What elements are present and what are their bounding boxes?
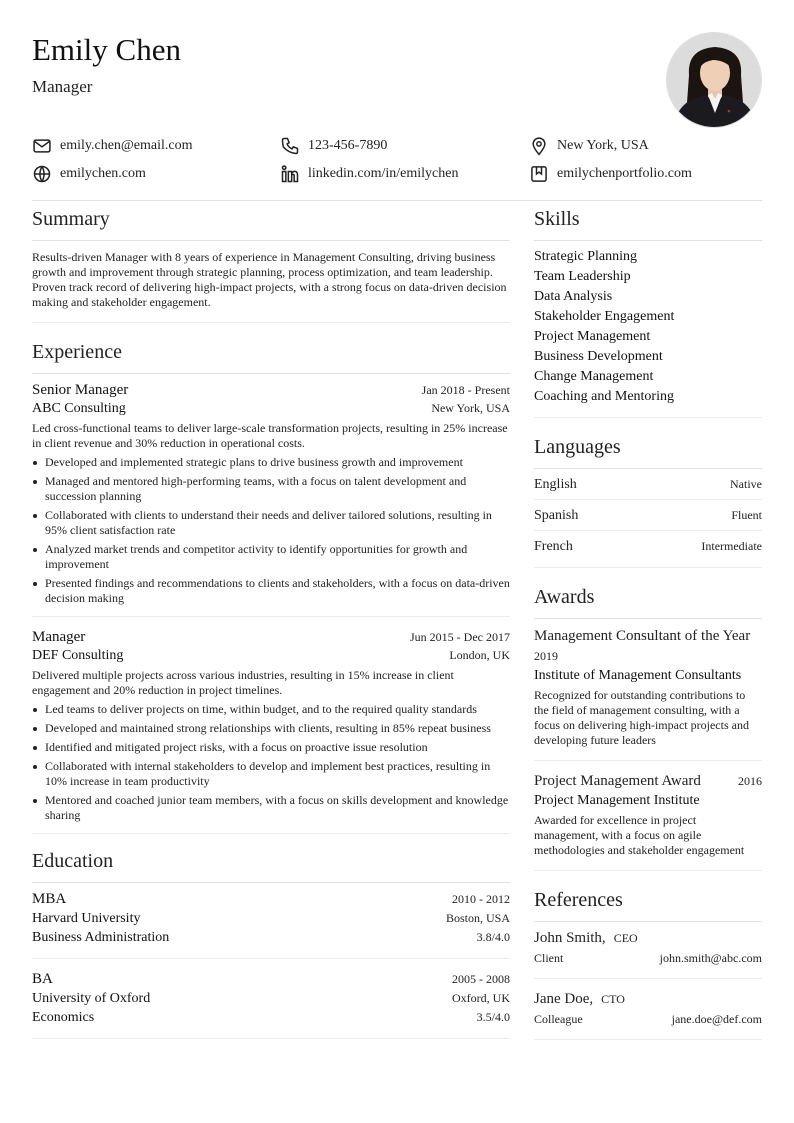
experience-heading: Experience bbox=[32, 341, 510, 374]
skills-heading: Skills bbox=[534, 208, 762, 241]
job-bullet: Managed and mentored high-performing teams, with a focus on talent development and succession planning bbox=[32, 474, 510, 504]
award-year: 2016 bbox=[738, 774, 762, 788]
field-of-study: Economics bbox=[32, 1010, 95, 1025]
job-bullet: Collaborated with clients to understand their needs and deliver tailored solutions, resulting in 95% client satisfaction rate bbox=[32, 508, 510, 538]
education-entry bbox=[32, 959, 510, 1039]
reference-relation: Client bbox=[534, 951, 564, 965]
job-bullet: Collaborated with internal stakeholders to develop and implement best practices, resulting in 10% increase in team productivity bbox=[32, 759, 510, 789]
skill-item: Strategic Planning bbox=[534, 249, 638, 264]
job-bullet: Developed and implemented strategic plans to drive business growth and improvement bbox=[32, 455, 510, 470]
resume-page bbox=[32, 0, 762, 1123]
job-title: Senior Manager bbox=[32, 382, 129, 398]
skill-item: Project Management bbox=[534, 329, 651, 344]
bookmark-icon bbox=[529, 164, 549, 184]
award-description: Recognized for outstanding contributions to the field of management consulting, with a focus on delivering high-impact projects and developing future leaders bbox=[534, 688, 749, 747]
skill-item: Stakeholder Engagement bbox=[534, 309, 675, 324]
skills-list bbox=[534, 247, 762, 407]
language-row bbox=[534, 469, 762, 500]
award-organization: Project Management Institute bbox=[534, 793, 700, 808]
linkedin-text: linkedin.com/in/emilychen bbox=[308, 166, 459, 181]
phone-icon bbox=[280, 136, 300, 156]
language-row bbox=[534, 531, 762, 568]
education-entry bbox=[32, 883, 510, 959]
award-entry bbox=[534, 619, 762, 761]
candidate-name: Emily Chen bbox=[32, 32, 181, 67]
job-bullet: Developed and maintained strong relationships with clients, resulting in 85% repeat business bbox=[32, 721, 510, 736]
job-bullets bbox=[32, 455, 510, 606]
job-bullet: Analyzed market trends and competitor activity to identify opportunities for growth and improvement bbox=[32, 542, 510, 572]
job-description: Led cross-functional teams to deliver large-scale transformation projects, resulting in 25% increase in client revenue and 30% reduction in operational costs. bbox=[32, 421, 508, 450]
job-bullet: Led teams to deliver projects on time, within budget, and to the required quality standards bbox=[32, 702, 510, 717]
job-bullets bbox=[32, 702, 510, 823]
education-dates: 2005 - 2008 bbox=[452, 972, 510, 986]
email-text: emily.chen@email.com bbox=[60, 138, 193, 153]
linkedin-icon bbox=[280, 164, 300, 184]
location-text: New York, USA bbox=[557, 138, 649, 153]
school-location: Oxford, UK bbox=[452, 991, 510, 1005]
languages-section bbox=[534, 436, 762, 568]
awards-heading: Awards bbox=[534, 586, 762, 619]
award-organization: Institute of Management Consultants bbox=[534, 668, 742, 683]
job-dates: Jun 2015 - Dec 2017 bbox=[410, 630, 510, 644]
language-level: Fluent bbox=[731, 508, 762, 522]
reference-role: CTO bbox=[601, 992, 625, 1006]
job-bullet: Identified and mitigated project risks, with a focus on proactive issue resolution bbox=[32, 740, 510, 755]
skill-item: Change Management bbox=[534, 369, 654, 384]
award-name: Management Consultant of the Year bbox=[534, 628, 751, 644]
job-company: ABC Consulting bbox=[32, 401, 126, 416]
job-location: New York, USA bbox=[431, 401, 510, 415]
job-location: London, UK bbox=[449, 648, 510, 662]
contact-email[interactable] bbox=[32, 136, 193, 156]
education-heading: Education bbox=[32, 850, 510, 883]
language-row bbox=[534, 500, 762, 531]
skill-item: Team Leadership bbox=[534, 269, 631, 284]
phone-text: 123-456-7890 bbox=[308, 138, 388, 153]
reference-role: CEO bbox=[613, 931, 638, 945]
award-name: Project Management Award bbox=[534, 773, 701, 789]
award-description: Awarded for excellence in project management, with a focus on agile methodologies and stakeholder engagement bbox=[534, 813, 745, 857]
job-description: Delivered multiple projects across various industries, resulting in 15% increase in client engagement and 20% reduction in project timelines. bbox=[32, 668, 454, 697]
degree: BA bbox=[32, 971, 53, 987]
school: University of Oxford bbox=[32, 991, 151, 1006]
candidate-title: Manager bbox=[32, 77, 93, 96]
award-year: 2019 bbox=[534, 649, 558, 663]
reference-relation: Colleague bbox=[534, 1012, 583, 1026]
skill-item: Data Analysis bbox=[534, 289, 613, 304]
gpa: 3.5/4.0 bbox=[476, 1010, 510, 1024]
language-name: French bbox=[534, 539, 573, 554]
school: Harvard University bbox=[32, 911, 141, 926]
globe-icon bbox=[32, 164, 52, 184]
reference-email[interactable]: john.smith@abc.com bbox=[659, 951, 762, 965]
references-section bbox=[534, 889, 762, 1040]
job-title: Manager bbox=[32, 629, 86, 645]
contact-linkedin[interactable] bbox=[280, 164, 458, 184]
job-bullet: Presented findings and recommendations to clients and stakeholders, with a focus on data-driven decision making bbox=[32, 576, 510, 606]
language-name: Spanish bbox=[534, 508, 579, 523]
award-entry bbox=[534, 761, 762, 871]
contact-website[interactable] bbox=[32, 164, 146, 184]
language-name: English bbox=[534, 477, 577, 492]
portfolio-text: emilychenportfolio.com bbox=[557, 166, 692, 181]
experience-entry bbox=[32, 374, 510, 617]
mail-icon bbox=[32, 136, 52, 156]
contact-portfolio[interactable] bbox=[529, 164, 692, 184]
school-location: Boston, USA bbox=[445, 911, 510, 925]
summary-section bbox=[32, 208, 510, 323]
profile-photo bbox=[666, 32, 762, 128]
header-divider bbox=[32, 200, 762, 201]
map-pin-icon bbox=[529, 136, 549, 156]
summary-heading: Summary bbox=[32, 208, 510, 241]
sidebar-column bbox=[534, 208, 762, 1040]
reference-entry bbox=[534, 979, 762, 1040]
gpa: 3.8/4.0 bbox=[476, 930, 510, 944]
reference-email[interactable]: jane.doe@def.com bbox=[671, 1012, 762, 1026]
website-text: emilychen.com bbox=[60, 166, 146, 181]
language-level: Intermediate bbox=[701, 539, 762, 553]
reference-name: John Smith, bbox=[534, 930, 606, 946]
languages-heading: Languages bbox=[534, 436, 762, 469]
field-of-study: Business Administration bbox=[32, 930, 170, 945]
education-section bbox=[32, 850, 510, 1039]
experience-section bbox=[32, 341, 510, 834]
skill-item: Business Development bbox=[534, 349, 663, 364]
job-dates: Jan 2018 - Present bbox=[421, 383, 510, 397]
experience-entry bbox=[32, 617, 510, 834]
education-dates: 2010 - 2012 bbox=[452, 892, 510, 906]
job-bullet: Mentored and coached junior team members, with a focus on skills development and knowledge sharing bbox=[32, 793, 510, 823]
skill-item: Coaching and Mentoring bbox=[534, 389, 674, 404]
job-company: DEF Consulting bbox=[32, 648, 124, 663]
main-column bbox=[32, 208, 510, 1039]
references-heading: References bbox=[534, 889, 762, 922]
reference-name: Jane Doe, bbox=[534, 991, 594, 1007]
awards-section bbox=[534, 586, 762, 871]
reference-entry bbox=[534, 922, 762, 979]
contact-phone[interactable] bbox=[280, 136, 387, 156]
summary-text: Results-driven Manager with 8 years of experience in Management Consulting, driving business growth and improvement through strategic planning, process optimization, and team leadership. Proven track record of delivering high-impact projects, with a strong focus on data-driven decision making and stakeholder engagement. bbox=[32, 250, 507, 309]
degree: MBA bbox=[32, 891, 67, 907]
contact-location bbox=[529, 136, 649, 156]
language-level: Native bbox=[730, 477, 762, 491]
skills-section bbox=[534, 208, 762, 418]
